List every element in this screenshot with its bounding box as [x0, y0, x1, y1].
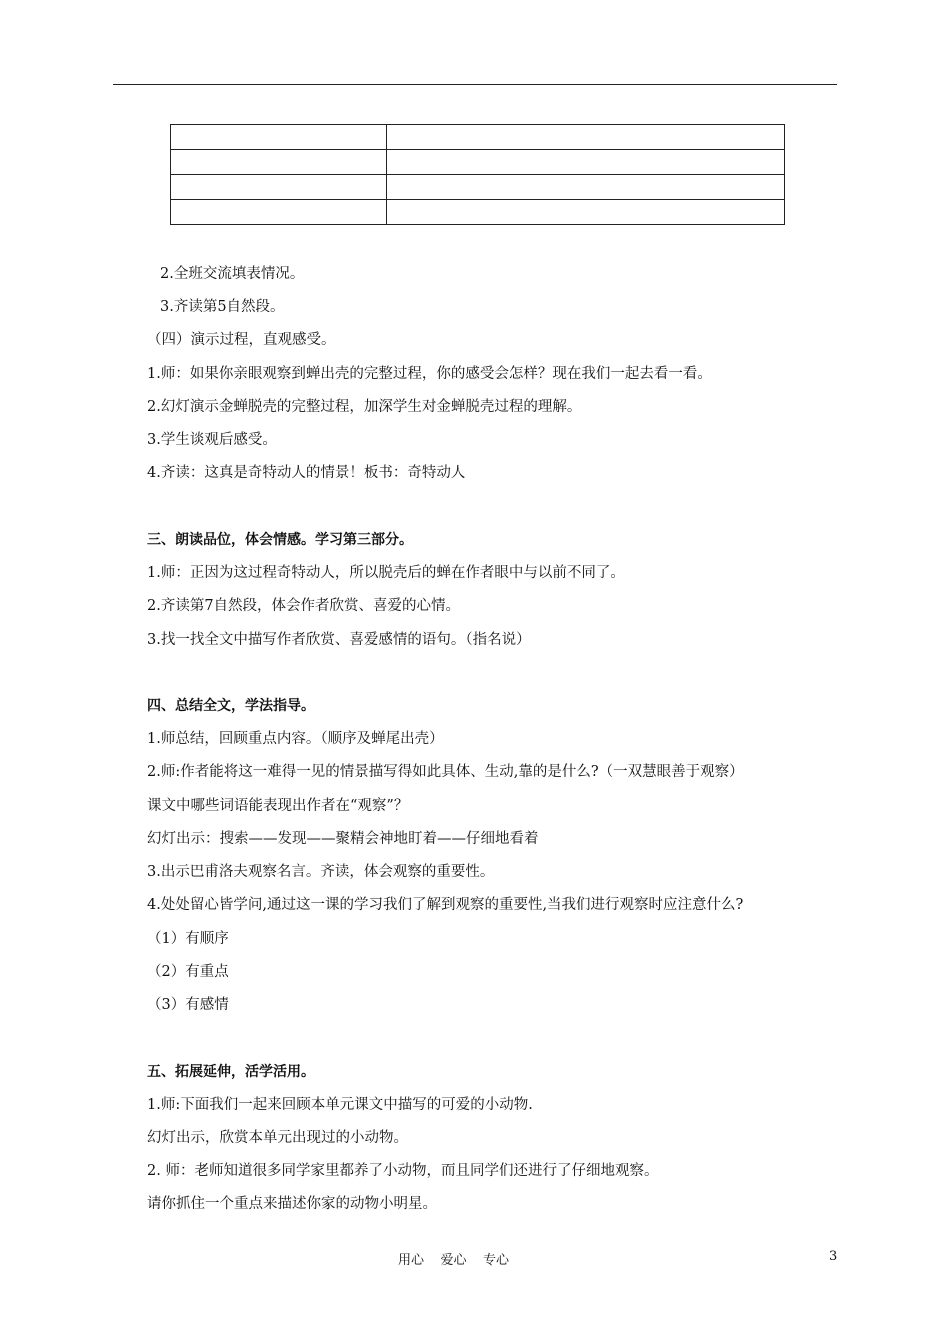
footer-motto: 用心 爱心 专心 — [398, 1253, 510, 1268]
table-cell — [171, 175, 387, 200]
page-number: 3 — [829, 1249, 838, 1264]
list-item: （1）有顺序 — [147, 931, 229, 947]
paragraph-line: 1.师：如果你亲眼观察到蝉出壳的完整过程，你的感受会怎样？现在我们一起去看一看。 — [147, 366, 712, 382]
paragraph-line: 幻灯出示：搜索——发现——聚精会神地盯着——仔细地看着 — [147, 831, 539, 847]
paragraph-line: 2.齐读第7自然段，体会作者欣赏、喜爱的心情。 — [147, 598, 461, 614]
paragraph-line: 2.师:作者能将这一难得一见的情景描写得如此具体、生动,靠的是什么?（一双慧眼善于观察） — [147, 764, 744, 780]
paragraph-line: 2.全班交流填表情况。 — [160, 266, 305, 282]
fill-in-table — [170, 124, 785, 225]
paragraph-line: 4.齐读：这真是奇特动人的情景！板书：奇特动人 — [147, 465, 466, 481]
paragraph-line: 2. 师：老师知道很多同学家里都养了小动物，而且同学们还进行了仔细地观察。 — [147, 1163, 659, 1179]
paragraph-line: 3.齐读第5自然段。 — [160, 299, 285, 315]
paragraph-line: 1.师:下面我们一起来回顾本单元课文中描写的可爱的小动物. — [147, 1097, 533, 1113]
paragraph-line: 请你抓住一个重点来描述你家的动物小明星。 — [147, 1196, 437, 1212]
table-row — [171, 150, 785, 175]
paragraph-line: 3.出示巴甫洛夫观察名言。齐读，体会观察的重要性。 — [147, 864, 495, 880]
table-cell — [171, 125, 387, 150]
header-rule — [113, 84, 837, 85]
paragraph-line: 3.学生谈观后感受。 — [147, 432, 277, 448]
section-subheading: （四）演示过程，直观感受。 — [147, 332, 336, 348]
table-cell — [387, 200, 785, 225]
paragraph-line: 4.处处留心皆学问,通过这一课的学习我们了解到观察的重要性,当我们进行观察时应注意什么? — [147, 897, 744, 913]
table-row — [171, 125, 785, 150]
table-cell — [171, 150, 387, 175]
section-heading-5: 五、拓展延伸，活学活用。 — [147, 1064, 315, 1080]
paragraph-line: 2.幻灯演示金蝉脱壳的完整过程，加深学生对金蝉脱壳过程的理解。 — [147, 399, 582, 415]
table-cell — [387, 150, 785, 175]
paragraph-line: 1.师总结，回顾重点内容。（顺序及蝉尾出壳） — [147, 731, 444, 747]
table-cell — [387, 175, 785, 200]
table-row — [171, 175, 785, 200]
table-row — [171, 200, 785, 225]
table-cell — [171, 200, 387, 225]
paragraph-line: 3.找一找全文中描写作者欣赏、喜爱感情的语句。（指名说） — [147, 632, 531, 648]
list-item: （2）有重点 — [147, 964, 229, 980]
paragraph-line: 课文中哪些词语能表现出作者在“观察”？ — [147, 798, 409, 814]
section-heading-3: 三、朗读品位，体会情感。学习第三部分。 — [147, 532, 413, 548]
table-cell — [387, 125, 785, 150]
paragraph-line: 1.师：正因为这过程奇特动人，所以脱壳后的蝉在作者眼中与以前不同了。 — [147, 565, 625, 581]
section-heading-4: 四、总结全文，学法指导。 — [147, 698, 315, 714]
list-item: （3）有感情 — [147, 997, 229, 1013]
paragraph-line: 幻灯出示，欣赏本单元出现过的小动物。 — [147, 1130, 408, 1146]
